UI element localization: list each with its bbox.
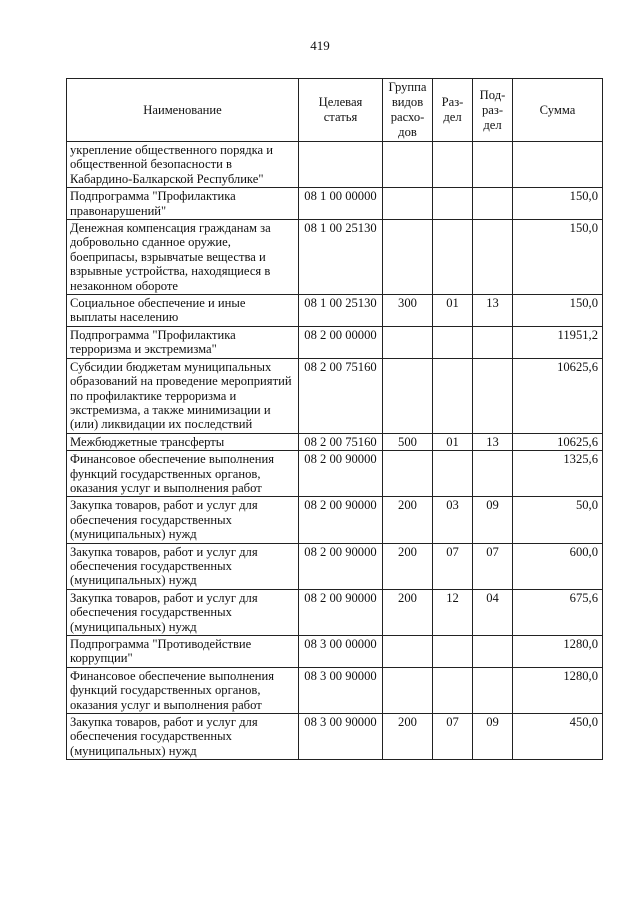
cell-subsection <box>473 188 513 220</box>
budget-table <box>66 78 603 760</box>
cell-name: Закупка товаров, работ и услуг для обеспечения государственных (муниципальных) нужд <box>67 543 299 589</box>
cell-sum: 1325,6 <box>513 451 603 497</box>
cell-subsection <box>473 220 513 295</box>
cell-section: 01 <box>433 295 473 327</box>
cell-name: Подпрограмма "Профилактика правонарушений" <box>67 188 299 220</box>
cell-subsection: 13 <box>473 295 513 327</box>
cell-sum: 10625,6 <box>513 358 603 433</box>
cell-group <box>383 358 433 433</box>
cell-subsection <box>473 636 513 668</box>
table-body <box>67 142 603 760</box>
cell-section: 07 <box>433 714 473 760</box>
cell-group <box>383 326 433 358</box>
table-row <box>67 636 603 668</box>
table-row <box>67 220 603 295</box>
cell-subsection <box>473 667 513 713</box>
cell-group: 200 <box>383 497 433 543</box>
cell-sum: 150,0 <box>513 220 603 295</box>
cell-sum: 50,0 <box>513 497 603 543</box>
cell-section <box>433 326 473 358</box>
cell-name: Подпрограмма "Профилактика терроризма и экстремизма" <box>67 326 299 358</box>
cell-subsection: 09 <box>473 497 513 543</box>
header-group: Группа видов расхо-дов <box>383 79 433 142</box>
cell-subsection: 04 <box>473 589 513 635</box>
cell-group <box>383 451 433 497</box>
cell-group: 300 <box>383 295 433 327</box>
cell-section: 12 <box>433 589 473 635</box>
cell-sum: 1280,0 <box>513 636 603 668</box>
cell-sum <box>513 142 603 188</box>
cell-name: Социальное обеспечение и иные выплаты населению <box>67 295 299 327</box>
cell-group: 500 <box>383 433 433 450</box>
cell-sum: 1280,0 <box>513 667 603 713</box>
cell-group: 200 <box>383 589 433 635</box>
cell-target: 08 1 00 00000 <box>299 188 383 220</box>
cell-section <box>433 358 473 433</box>
header-row <box>67 79 603 142</box>
cell-name: Закупка товаров, работ и услуг для обеспечения государственных (муниципальных) нужд <box>67 497 299 543</box>
header-sum: Сумма <box>513 79 603 142</box>
cell-name: Межбюджетные трансферты <box>67 433 299 450</box>
page-number: 419 <box>310 38 330 53</box>
cell-target: 08 2 00 75160 <box>299 433 383 450</box>
cell-name: Подпрограмма "Противодействие коррупции" <box>67 636 299 668</box>
cell-subsection: 07 <box>473 543 513 589</box>
cell-target: 08 2 00 75160 <box>299 358 383 433</box>
cell-subsection: 09 <box>473 714 513 760</box>
header-name: Наименование <box>67 79 299 142</box>
table-row <box>67 451 603 497</box>
cell-name: Субсидии бюджетам муниципальных образований на проведение мероприятий по профилактике терроризма и экстремизма, а также минимизации и (или) ликвидации их последствий <box>67 358 299 433</box>
cell-sum: 150,0 <box>513 188 603 220</box>
cell-sum: 450,0 <box>513 714 603 760</box>
cell-sum: 10625,6 <box>513 433 603 450</box>
cell-section <box>433 188 473 220</box>
table-row <box>67 667 603 713</box>
table-row <box>67 714 603 760</box>
cell-group <box>383 636 433 668</box>
cell-subsection <box>473 326 513 358</box>
cell-section: 03 <box>433 497 473 543</box>
cell-group <box>383 667 433 713</box>
cell-target: 08 2 00 00000 <box>299 326 383 358</box>
cell-sum: 600,0 <box>513 543 603 589</box>
cell-section <box>433 667 473 713</box>
header-section: Раз-дел <box>433 79 473 142</box>
cell-target <box>299 142 383 188</box>
cell-name: Финансовое обеспечение выполнения функций государственных органов, оказания услуг и выполнения работ <box>67 451 299 497</box>
cell-target: 08 3 00 90000 <box>299 667 383 713</box>
table-row <box>67 497 603 543</box>
table-row <box>67 543 603 589</box>
cell-target: 08 1 00 25130 <box>299 295 383 327</box>
cell-name: Закупка товаров, работ и услуг для обеспечения государственных (муниципальных) нужд <box>67 714 299 760</box>
cell-group <box>383 220 433 295</box>
cell-group <box>383 188 433 220</box>
table-row <box>67 433 603 450</box>
cell-target: 08 3 00 00000 <box>299 636 383 668</box>
cell-target: 08 2 00 90000 <box>299 451 383 497</box>
table-row <box>67 295 603 327</box>
table-row <box>67 589 603 635</box>
cell-target: 08 2 00 90000 <box>299 543 383 589</box>
table-row <box>67 358 603 433</box>
cell-section <box>433 142 473 188</box>
cell-group: 200 <box>383 543 433 589</box>
header-target: Целевая статья <box>299 79 383 142</box>
cell-target: 08 2 00 90000 <box>299 497 383 543</box>
cell-group: 200 <box>383 714 433 760</box>
cell-name: укрепление общественного порядка и общественной безопасности в Кабардино-Балкарской Республике" <box>67 142 299 188</box>
table-row <box>67 142 603 188</box>
cell-section: 01 <box>433 433 473 450</box>
cell-section <box>433 636 473 668</box>
cell-group <box>383 142 433 188</box>
cell-target: 08 2 00 90000 <box>299 589 383 635</box>
table-header <box>67 79 603 142</box>
cell-sum: 675,6 <box>513 589 603 635</box>
cell-name: Закупка товаров, работ и услуг для обеспечения государственных (муниципальных) нужд <box>67 589 299 635</box>
cell-sum: 11951,2 <box>513 326 603 358</box>
table-row <box>67 326 603 358</box>
cell-subsection <box>473 358 513 433</box>
cell-section: 07 <box>433 543 473 589</box>
cell-section <box>433 220 473 295</box>
cell-name: Денежная компенсация гражданам за добровольно сданное оружие, боеприпасы, взрывчатые вещества и взрывные устройства, находящиеся в незаконном обороте <box>67 220 299 295</box>
cell-subsection <box>473 142 513 188</box>
cell-section <box>433 451 473 497</box>
cell-subsection: 13 <box>473 433 513 450</box>
cell-name: Финансовое обеспечение выполнения функций государственных органов, оказания услуг и выполнения работ <box>67 667 299 713</box>
cell-sum: 150,0 <box>513 295 603 327</box>
table-row <box>67 188 603 220</box>
cell-target: 08 1 00 25130 <box>299 220 383 295</box>
header-subsection: Под-раз-дел <box>473 79 513 142</box>
cell-subsection <box>473 451 513 497</box>
cell-target: 08 3 00 90000 <box>299 714 383 760</box>
